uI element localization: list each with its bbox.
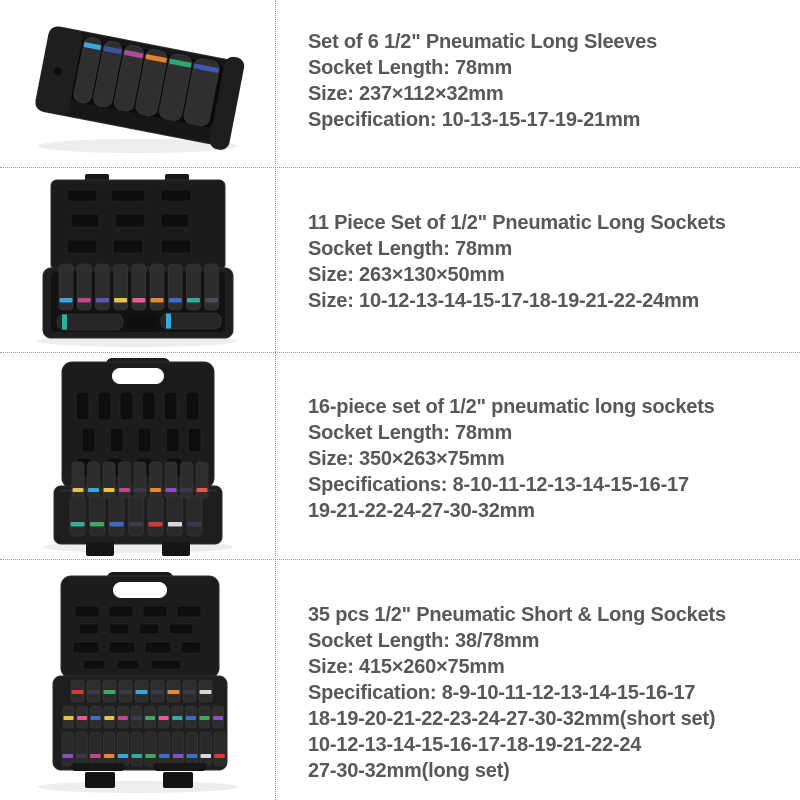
- product-row-4: [0, 560, 800, 800]
- product-info-4: [275, 560, 800, 800]
- spec-line: Specification: 10-13-15-17-19-21mm: [308, 109, 641, 131]
- socket-row-bottom: [70, 496, 202, 536]
- case-lid: [51, 174, 225, 270]
- spec-line: Socket Length: 38/78mm: [308, 630, 540, 652]
- product-row-3: [0, 353, 800, 560]
- spec-line: Socket Length: 78mm: [308, 57, 513, 79]
- spec-line: Socket Length: 78mm: [308, 238, 513, 260]
- product-title: Set of 6 1/2" Pneumatic Long Sleeves: [308, 31, 658, 53]
- product-info-2: [275, 168, 800, 352]
- spec-line: Size: 350×263×75mm: [308, 448, 505, 470]
- spec-line: Size: 263×130×50mm: [308, 264, 505, 286]
- spec-line: 10-12-13-14-15-16-17-18-19-21-22-24: [308, 734, 642, 756]
- spec-line: 18-19-20-21-22-23-24-27-30-32mm(short set): [308, 708, 716, 730]
- horizontal-sockets: [57, 313, 221, 330]
- socket-tray: [33, 21, 245, 151]
- socket-row-short-1: [71, 680, 212, 702]
- column-divider: [275, 0, 276, 800]
- product-row-2: [0, 168, 800, 353]
- case-lid: [61, 572, 219, 678]
- product-info-3: [275, 353, 800, 559]
- spec-line: 19-21-22-24-27-30-32mm: [308, 500, 535, 522]
- socket-row: [59, 264, 219, 310]
- product-photo-cell-1: [0, 0, 275, 167]
- product-photo-cell-4: [0, 560, 275, 800]
- product-photo-35pc-case: [13, 564, 263, 796]
- handle-cutout: [113, 582, 167, 598]
- product-title: 11 Piece Set of 1/2" Pneumatic Long Sockets: [308, 212, 726, 234]
- spec-line: 27-30-32mm(long set): [308, 760, 510, 782]
- spec-line: Specification: 8-9-10-11-12-13-14-15-16-17: [308, 682, 696, 704]
- spec-line: Size: 415×260×75mm: [308, 656, 505, 678]
- product-photo-16pc-case: [18, 356, 258, 556]
- product-photo-11pc-case: [15, 170, 260, 350]
- product-info-1: [275, 0, 800, 167]
- spec-line: Socket Length: 78mm: [308, 422, 513, 444]
- spec-line: Size: 10-12-13-14-15-17-18-19-21-22-24mm: [308, 290, 700, 312]
- handle-cutout: [112, 368, 164, 384]
- spec-line: Size: 237×112×32mm: [308, 83, 504, 105]
- product-title: 16-piece set of 1/2" pneumatic long sockets: [308, 396, 715, 418]
- spec-line: Specifications: 8-10-11-12-13-14-15-16-17: [308, 474, 689, 496]
- socket-row-top: [72, 462, 208, 498]
- product-row-1: [0, 0, 800, 168]
- product-title: 35 pcs 1/2" Pneumatic Short & Long Sockets: [308, 604, 726, 626]
- product-photo-6pc-tray: [13, 9, 263, 159]
- product-photo-cell-3: [0, 353, 275, 559]
- photo-shadow: [38, 781, 238, 793]
- product-photo-cell-2: [0, 168, 275, 352]
